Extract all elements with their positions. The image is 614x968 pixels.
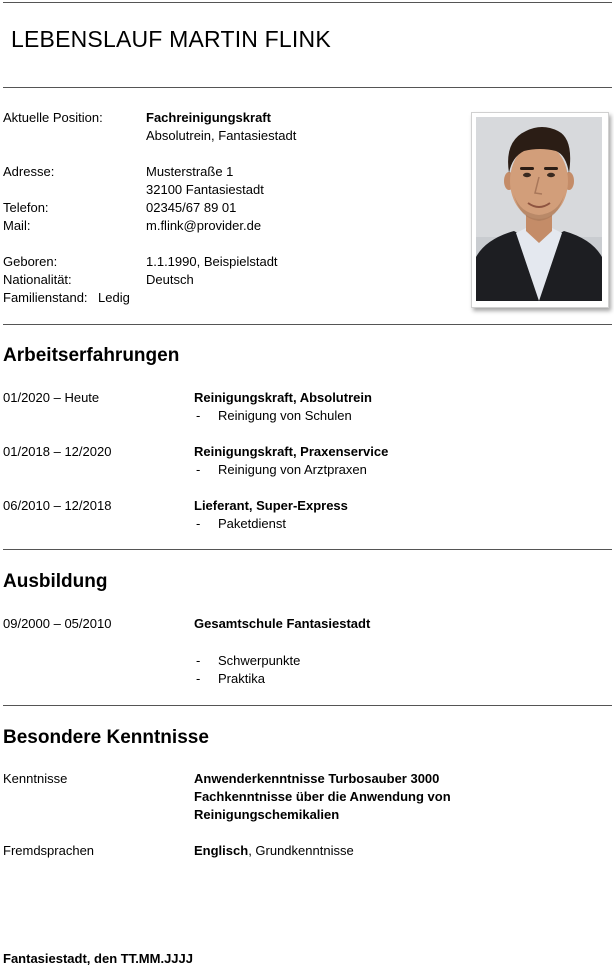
language-name: Englisch xyxy=(194,843,249,858)
born-label: Geboren: xyxy=(3,254,58,269)
languages-value xyxy=(194,842,354,860)
bullet-dash: - xyxy=(196,671,201,686)
knowledge-line: Anwenderkenntnisse Turbosauber 3000 xyxy=(194,771,440,786)
work-period: 01/2020 – Heute xyxy=(3,390,100,405)
personal-rule xyxy=(3,324,612,325)
work-detail: Reinigung von Arztpraxen xyxy=(218,462,367,477)
work-heading: Arbeitserfahrungen xyxy=(3,345,180,366)
address-label: Adresse: xyxy=(3,164,55,179)
address-city: 32100 Fantasiestadt xyxy=(146,182,264,197)
profile-photo xyxy=(471,112,609,308)
place-date: Fantasiestadt, den TT.MM.JJJJ xyxy=(3,951,193,966)
born-value: 1.1.1990, Beispielstadt xyxy=(146,254,278,269)
bullet-dash: - xyxy=(196,653,201,668)
phone-value: 02345/67 89 01 xyxy=(146,200,237,215)
portrait-image xyxy=(476,117,602,301)
knowledge-label: Kenntnisse xyxy=(3,771,68,786)
work-rule xyxy=(3,549,612,550)
work-title: Reinigungskraft, Praxenservice xyxy=(194,444,389,459)
nationality-label: Nationalität: xyxy=(3,272,72,287)
work-detail: Paketdienst xyxy=(218,516,286,531)
phone-label: Telefon: xyxy=(3,200,49,215)
page-title: LEBENSLAUF MARTIN FLINK xyxy=(11,26,331,52)
bullet-dash: - xyxy=(196,408,201,423)
knowledge-line: Reinigungschemikalien xyxy=(194,807,340,822)
bullet-dash: - xyxy=(196,516,201,531)
work-period: 01/2018 – 12/2020 xyxy=(3,444,112,459)
header-rule xyxy=(3,87,612,88)
mail-label: Mail: xyxy=(3,218,31,233)
top-rule xyxy=(3,2,612,3)
education-school: Gesamtschule Fantasiestadt xyxy=(194,616,371,631)
work-title: Reinigungskraft, Absolutrein xyxy=(194,390,372,405)
work-detail: Reinigung von Schulen xyxy=(218,408,352,423)
mail-value: m.flink@provider.de xyxy=(146,218,262,233)
position-company: Absolutrein, Fantasiestadt xyxy=(146,128,297,143)
language-level: , Grundkenntnisse xyxy=(248,843,354,858)
position-title: Fachreinigungskraft xyxy=(146,110,271,125)
marital-value: Ledig xyxy=(98,290,130,305)
address-street: Musterstraße 1 xyxy=(146,164,234,179)
knowledge-line: Fachkenntnisse über die Anwendung von xyxy=(194,789,451,804)
nationality-value: Deutsch xyxy=(146,272,194,287)
bullet-dash: - xyxy=(196,462,201,477)
education-heading: Ausbildung xyxy=(3,571,108,592)
work-title: Lieferant, Super-Express xyxy=(194,498,348,513)
education-detail: Praktika xyxy=(218,671,265,686)
education-period: 09/2000 – 05/2010 xyxy=(3,616,112,631)
skills-heading: Besondere Kenntnisse xyxy=(3,727,209,748)
position-label: Aktuelle Position: xyxy=(3,110,103,125)
marital-label: Familienstand: xyxy=(3,290,88,305)
education-detail: Schwerpunkte xyxy=(218,653,301,668)
languages-label: Fremdsprachen xyxy=(3,843,95,858)
education-rule xyxy=(3,705,612,706)
work-period: 06/2010 – 12/2018 xyxy=(3,498,112,513)
